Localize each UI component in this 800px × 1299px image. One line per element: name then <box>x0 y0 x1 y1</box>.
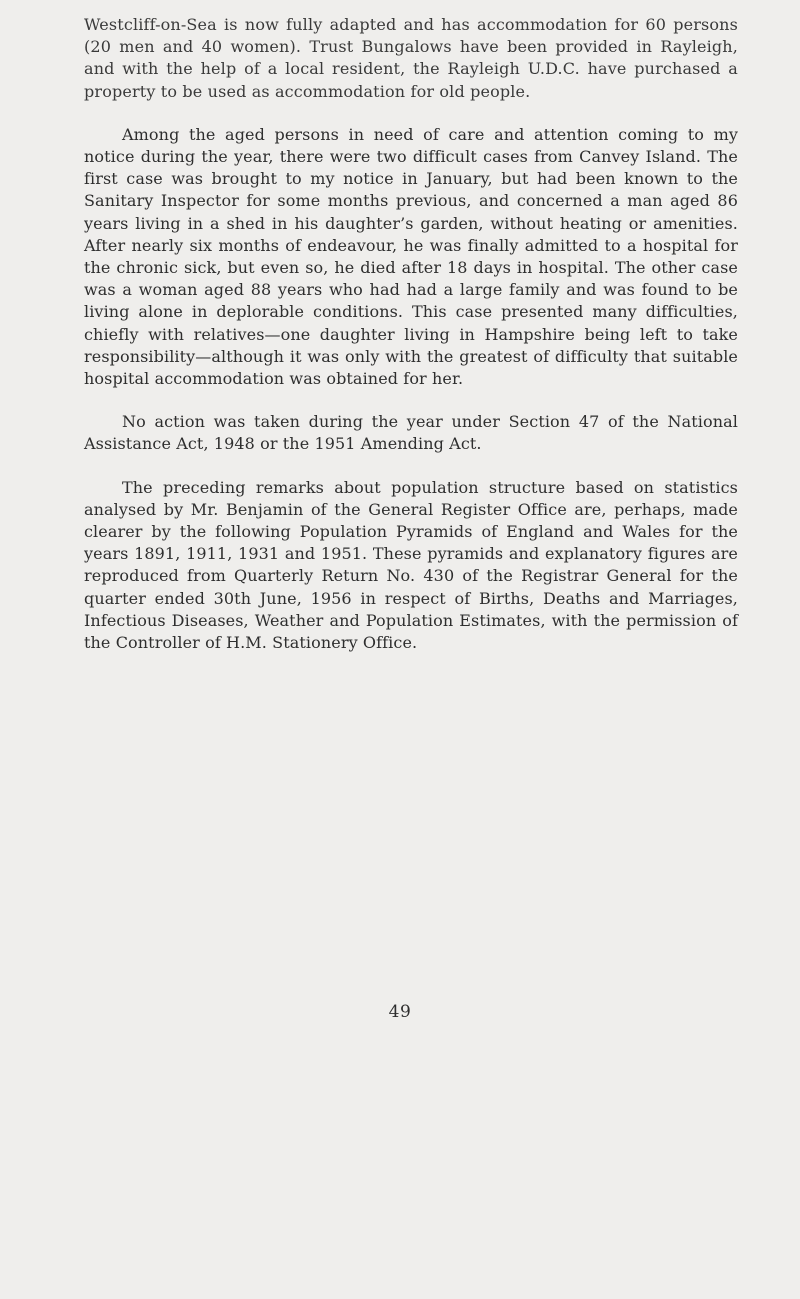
document-page <box>84 14 738 654</box>
paragraph-section-47: No action was taken during the year under Section 47 of the National Assistance Act, 1948 or the 1951 Amending Act. <box>84 412 738 454</box>
paragraph-population-pyramids: The preceding remarks about population structure based on statistics analysed by Mr. Benjamin of the General Register Office are, perhaps, made clearer by the following Population Pyramids of England and Wales for the years 1891, 1911, 1931 and 1951. These pyramids and explanatory figures are reproduced from Quarterly Return No. 430 of the Registrar General for the quarter ended 30th June, 1956 in respect of Births, Deaths and Marriages, Infectious Diseases, Weather and Population Estimates, with the permission of the Controller of H.M. Stationery Office. <box>84 477 738 653</box>
paragraph-accommodation: Westcliff-on-Sea is now fully adapted and has accommodation for 60 persons (20 men and 40 women). Trust Bungalows have been provided in Rayleigh, and with the help of a local resident, the Rayleigh U.D.C. have purchased a property to be used as accommodation for old people. <box>84 15 738 101</box>
page-number: 49 <box>388 1002 412 1022</box>
paragraph-difficult-cases: Among the aged persons in need of care and attention coming to my notice during the year, there were two difficult cases from Canvey Island. The first case was brought to my notice in January, but had been known to the Sanitary Inspector for some months previous, and concerned a man aged 86 years living in a shed in his daughter’s garden, without heating or amenities. After nearly six months of endeavour, he was finally admitted to a hospital for the chronic sick, but even so, he died after 18 days in hospital. The other case was a woman aged 88 years who had had a large family and was found to be living alone in deplorable conditions. This case presented many difficulties, chiefly with relatives—one daughter living in Hampshire being left to take responsibility—although it was only with the greatest of difficulty that suitable hospital accommodation was obtained for her. <box>84 124 738 389</box>
